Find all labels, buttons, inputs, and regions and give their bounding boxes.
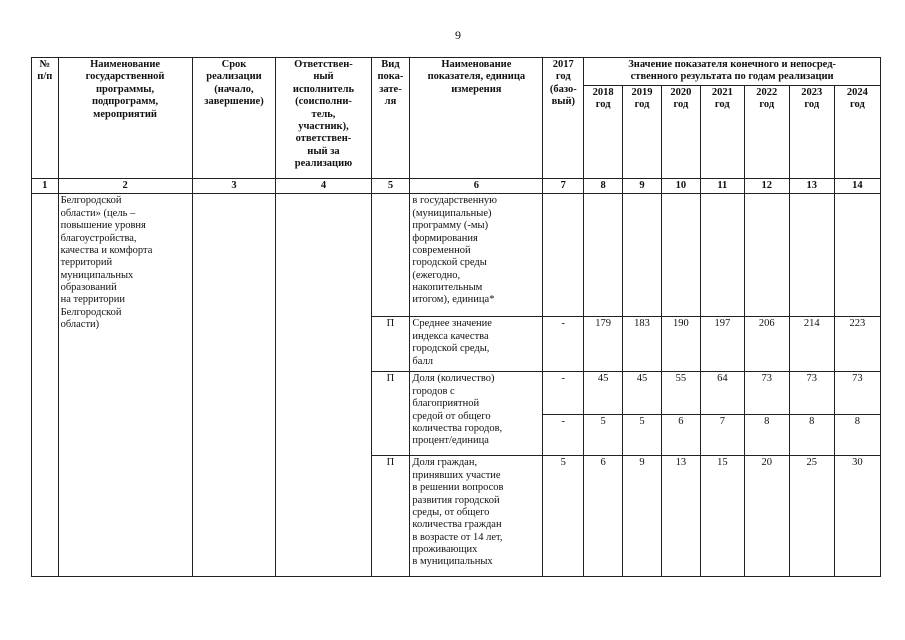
cell-responsible xyxy=(276,194,371,577)
value-cell: 5 xyxy=(584,415,623,456)
base-value-cell xyxy=(543,194,584,317)
value-cell: 223 xyxy=(834,317,880,372)
column-number: 9 xyxy=(623,179,662,194)
value-cell: 7 xyxy=(700,415,744,456)
column-number: 11 xyxy=(700,179,744,194)
value-cell: 9 xyxy=(623,456,662,577)
value-cell xyxy=(661,194,700,317)
value-cell: 73 xyxy=(834,372,880,415)
column-number: 8 xyxy=(584,179,623,194)
header-period: Срок реализации (начало, завершение) xyxy=(192,58,276,179)
indicator-name-cell: Доля граждан, принявших участие в решении вопросов развития городской среды, от общего количества граждан в возрасте от 14 лет, проживающих в муниципальных xyxy=(410,456,543,577)
indicator-type-cell: П xyxy=(371,456,410,577)
value-cell: 45 xyxy=(584,372,623,415)
indicator-type-cell: П xyxy=(371,317,410,372)
value-cell: 206 xyxy=(744,317,789,372)
value-cell: 55 xyxy=(661,372,700,415)
header-base-year: 2017 год (базо- вый) xyxy=(543,58,584,179)
value-cell xyxy=(834,194,880,317)
cell-number xyxy=(32,194,59,577)
value-cell: 6 xyxy=(584,456,623,577)
column-number: 5 xyxy=(371,179,410,194)
value-cell: 8 xyxy=(789,415,834,456)
value-cell: 30 xyxy=(834,456,880,577)
header-year: 2022 год xyxy=(744,85,789,178)
value-cell: 183 xyxy=(623,317,662,372)
column-number: 12 xyxy=(744,179,789,194)
header-year: 2020 год xyxy=(661,85,700,178)
indicator-name-cell: Среднее значение индекса качества городской среды, балл xyxy=(410,317,543,372)
value-cell xyxy=(789,194,834,317)
value-cell: 190 xyxy=(661,317,700,372)
page-number: 9 xyxy=(455,28,461,42)
value-cell: 214 xyxy=(789,317,834,372)
indicator-type-cell: П xyxy=(371,372,410,456)
column-number: 2 xyxy=(58,179,192,194)
base-value-cell: 5 xyxy=(543,456,584,577)
value-cell: 64 xyxy=(700,372,744,415)
value-cell xyxy=(744,194,789,317)
base-value-cell: - xyxy=(543,372,584,415)
header-year: 2018 год xyxy=(584,85,623,178)
header-year: 2021 год xyxy=(700,85,744,178)
value-cell: 197 xyxy=(700,317,744,372)
indicator-table xyxy=(31,57,881,577)
header-indicator-name: Наименование показателя, единица измерения xyxy=(410,58,543,179)
value-cell: 15 xyxy=(700,456,744,577)
header-values-group: Значение показателя конечного и непосред- ственного результата по годам реализации xyxy=(584,58,881,86)
column-number: 14 xyxy=(834,179,880,194)
indicator-name-cell: Доля (количество) городов с благоприятной средой от общего количества городов, процент/единица xyxy=(410,372,543,456)
header-number: № п/п xyxy=(32,58,59,179)
value-cell: 13 xyxy=(661,456,700,577)
header-responsible: Ответствен- ный исполнитель (соисполни- тель, участник), ответствен- ный за реализацию xyxy=(276,58,371,179)
value-cell: 45 xyxy=(623,372,662,415)
cell-period xyxy=(192,194,276,577)
value-cell xyxy=(623,194,662,317)
value-cell: 5 xyxy=(623,415,662,456)
table-row xyxy=(32,194,881,317)
column-number: 3 xyxy=(192,179,276,194)
header-indicator-type: Вид пока- зате- ля xyxy=(371,58,410,179)
column-number: 1 xyxy=(32,179,59,194)
base-value-cell: - xyxy=(543,415,584,456)
header-year: 2024 год xyxy=(834,85,880,178)
column-number: 13 xyxy=(789,179,834,194)
value-cell: 25 xyxy=(789,456,834,577)
value-cell: 179 xyxy=(584,317,623,372)
indicator-type-cell xyxy=(371,194,410,317)
indicator-name-cell: в государственную (муниципальные) программу (-мы) формирования современной городской среды (ежегодно, накопительным итогом), единица* xyxy=(410,194,543,317)
column-number: 10 xyxy=(661,179,700,194)
value-cell: 8 xyxy=(744,415,789,456)
value-cell xyxy=(700,194,744,317)
value-cell: 6 xyxy=(661,415,700,456)
value-cell: 73 xyxy=(789,372,834,415)
value-cell xyxy=(584,194,623,317)
base-value-cell: - xyxy=(543,317,584,372)
value-cell: 20 xyxy=(744,456,789,577)
header-year: 2019 год xyxy=(623,85,662,178)
column-number: 4 xyxy=(276,179,371,194)
header-program-name: Наименование государственной программы, подпрограмм, мероприятий xyxy=(58,58,192,179)
column-number: 6 xyxy=(410,179,543,194)
value-cell: 8 xyxy=(834,415,880,456)
header-year: 2023 год xyxy=(789,85,834,178)
value-cell: 73 xyxy=(744,372,789,415)
column-number: 7 xyxy=(543,179,584,194)
program-name-cell: Белгородской области» (цель – повышение уровня благоустройства, качества и комфорта территорий муниципальных образований на территории Белгородской области) xyxy=(58,194,192,577)
